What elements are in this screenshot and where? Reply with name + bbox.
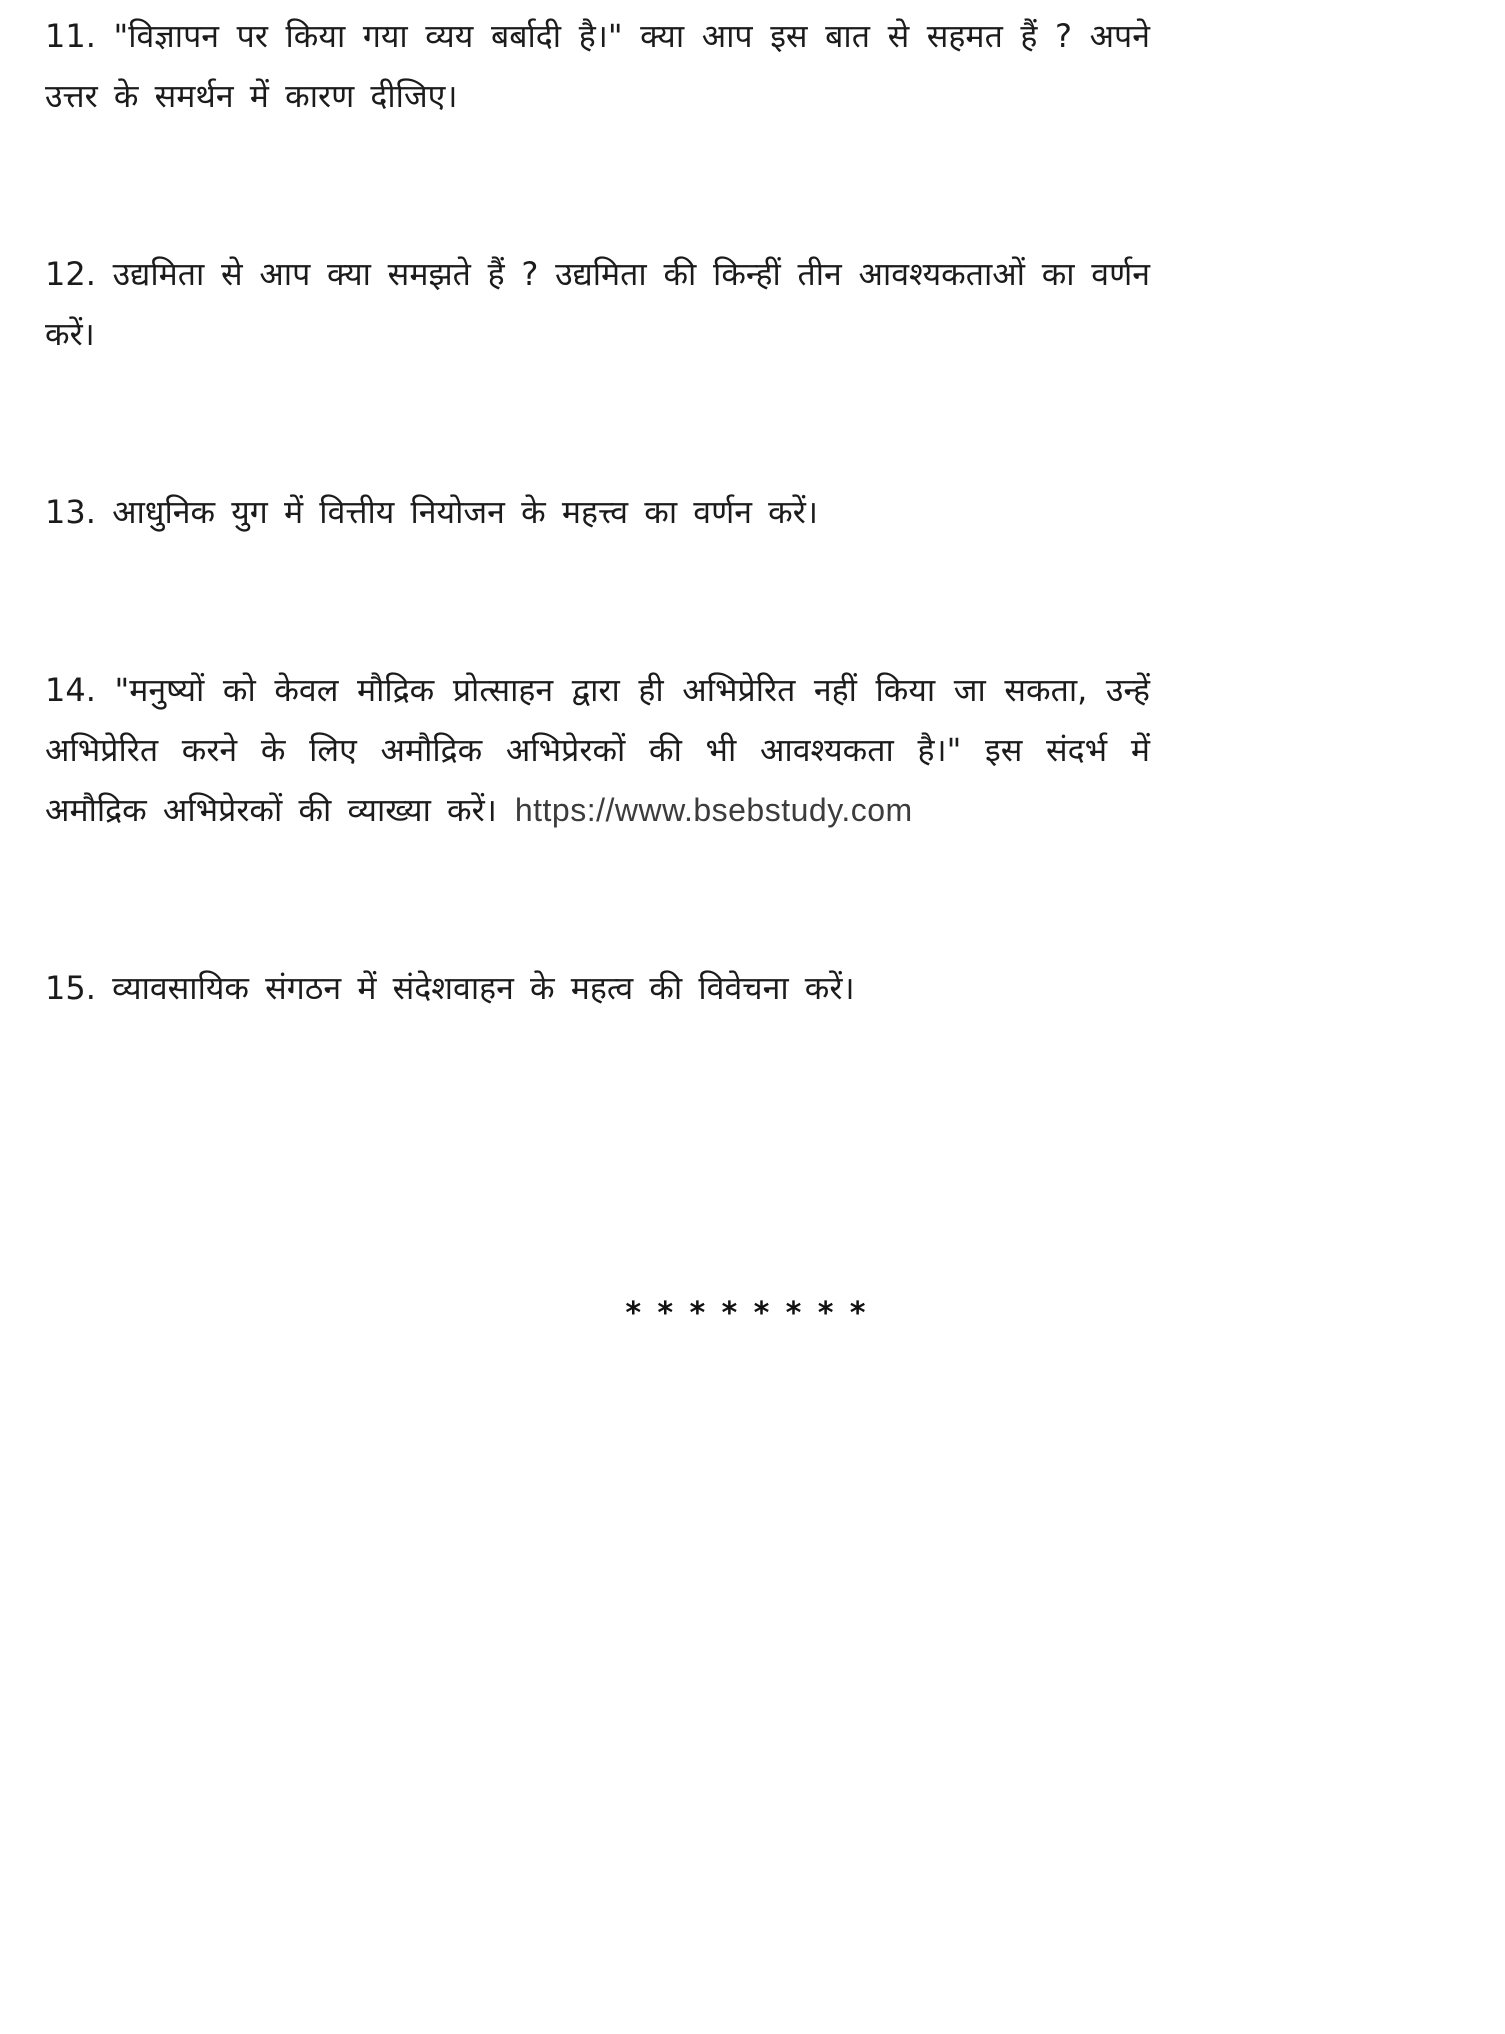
question-13	[45, 482, 1150, 542]
question-12-number: 12.	[45, 255, 96, 293]
question-15-number: 15.	[45, 969, 96, 1007]
question-15-text: व्यावसायिक संगठन में संदेशवाहन के महत्व की विवेचना करें।	[112, 969, 855, 1007]
question-11-text: "विज्ञापन पर किया गया व्यय बर्बादी है।" क्या आप इस बात से सहमत हैं ? अपने उत्तर के समर्थन में कारण दीजिए।	[45, 17, 1150, 115]
question-11	[45, 6, 1150, 126]
end-separator: ********	[624, 1296, 881, 1331]
question-12-text: उद्यमिता से आप क्या समझते हैं ? उद्यमिता की किन्हीं तीन आवश्यकताओं का वर्णन करें।	[45, 255, 1150, 353]
watermark-url: https://www.bsebstudy.com	[514, 792, 913, 828]
question-13-number: 13.	[45, 493, 96, 531]
question-13-text: आधुनिक युग में वित्तीय नियोजन के महत्त्व का वर्णन करें।	[112, 493, 818, 531]
question-11-number: 11.	[45, 17, 96, 55]
question-15	[45, 958, 1150, 1018]
question-14-text: "मनुष्यों को केवल मौद्रिक प्रोत्साहन द्वारा ही अभिप्रेरित नहीं किया जा सकता, उन्हें अभिप्रेरित करने के लिए अमौद्रिक अभिप्रेरकों की भी आवश्यकता है।" इस संदर्भ में अमौद्रिक अभिप्रेरकों की व्याख्या करें।	[45, 671, 1151, 829]
question-12	[45, 244, 1150, 364]
question-14-number: 14.	[45, 671, 96, 709]
question-14	[45, 660, 1150, 840]
